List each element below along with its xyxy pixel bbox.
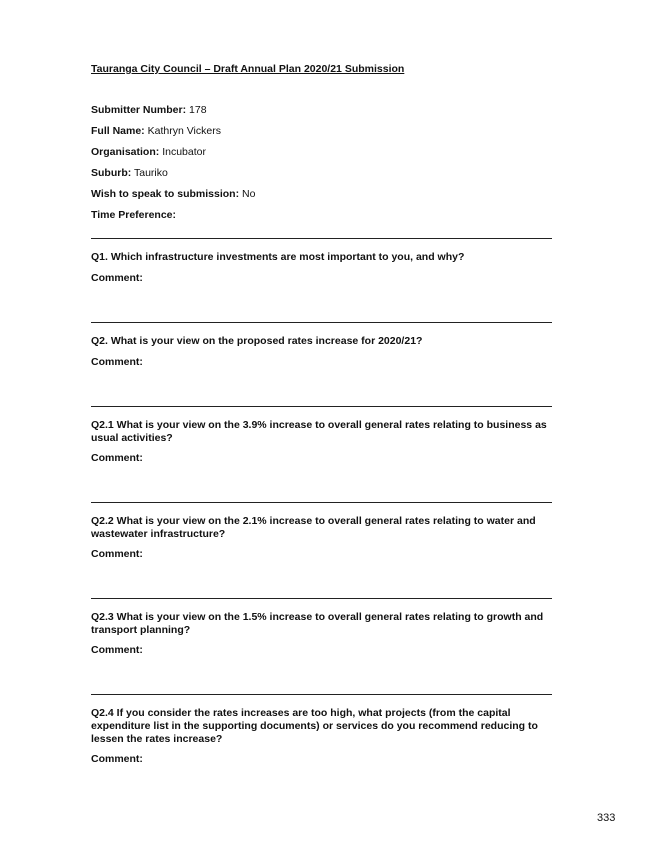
section-divider [91,502,552,503]
field-full-name [91,125,221,137]
field-label: Submitter Number: [91,104,187,116]
comment-label: Comment: [91,548,143,560]
comment-label: Comment: [91,753,143,765]
field-value: 178 [189,104,207,116]
comment-label: Comment: [91,272,143,284]
section-divider [91,694,552,695]
field-wish-to-speak [91,188,255,200]
comment-label: Comment: [91,452,143,464]
question-q2-3: Q2.3 What is your view on the 1.5% increase to overall general rates relating to growth and transport planning? [91,611,544,636]
section-divider [91,406,552,407]
field-label: Organisation: [91,146,160,158]
comment-label: Comment: [91,644,143,656]
section-divider [91,598,552,599]
field-value: Incubator [162,146,206,158]
document-title: Tauranga City Council – Draft Annual Plan 2020/21 Submission [91,63,405,75]
field-value: Kathryn Vickers [147,125,221,137]
question-q1: Q1. Which infrastructure investments are most important to you, and why? [91,251,465,263]
field-label: Time Preference: [91,209,177,221]
question-q2: Q2. What is your view on the proposed rates increase for 2020/21? [91,335,423,347]
field-submitter-number [91,104,207,116]
section-divider [91,238,552,239]
section-divider [91,322,552,323]
question-q2-4: Q2.4 If you consider the rates increases are too high, what projects (from the capital expenditure list in the supporting documents) or services do you recommend reducing to lessen the rates increase? [91,707,538,745]
comment-label: Comment: [91,356,143,368]
field-organisation [91,146,206,158]
question-q2-2: Q2.2 What is your view on the 2.1% increase to overall general rates relating to water and wastewater infrastructure? [91,515,536,540]
field-label: Full Name: [91,125,145,137]
field-time-preference [91,209,176,221]
field-value: No [242,188,256,200]
page-number: 333 [597,812,616,824]
field-label: Wish to speak to submission: [91,188,240,200]
question-q2-1: Q2.1 What is your view on the 3.9% increase to overall general rates relating to business as usual activities? [91,419,547,444]
field-value: Tauriko [133,167,168,179]
field-suburb [91,167,168,179]
field-label: Suburb: [91,167,132,179]
